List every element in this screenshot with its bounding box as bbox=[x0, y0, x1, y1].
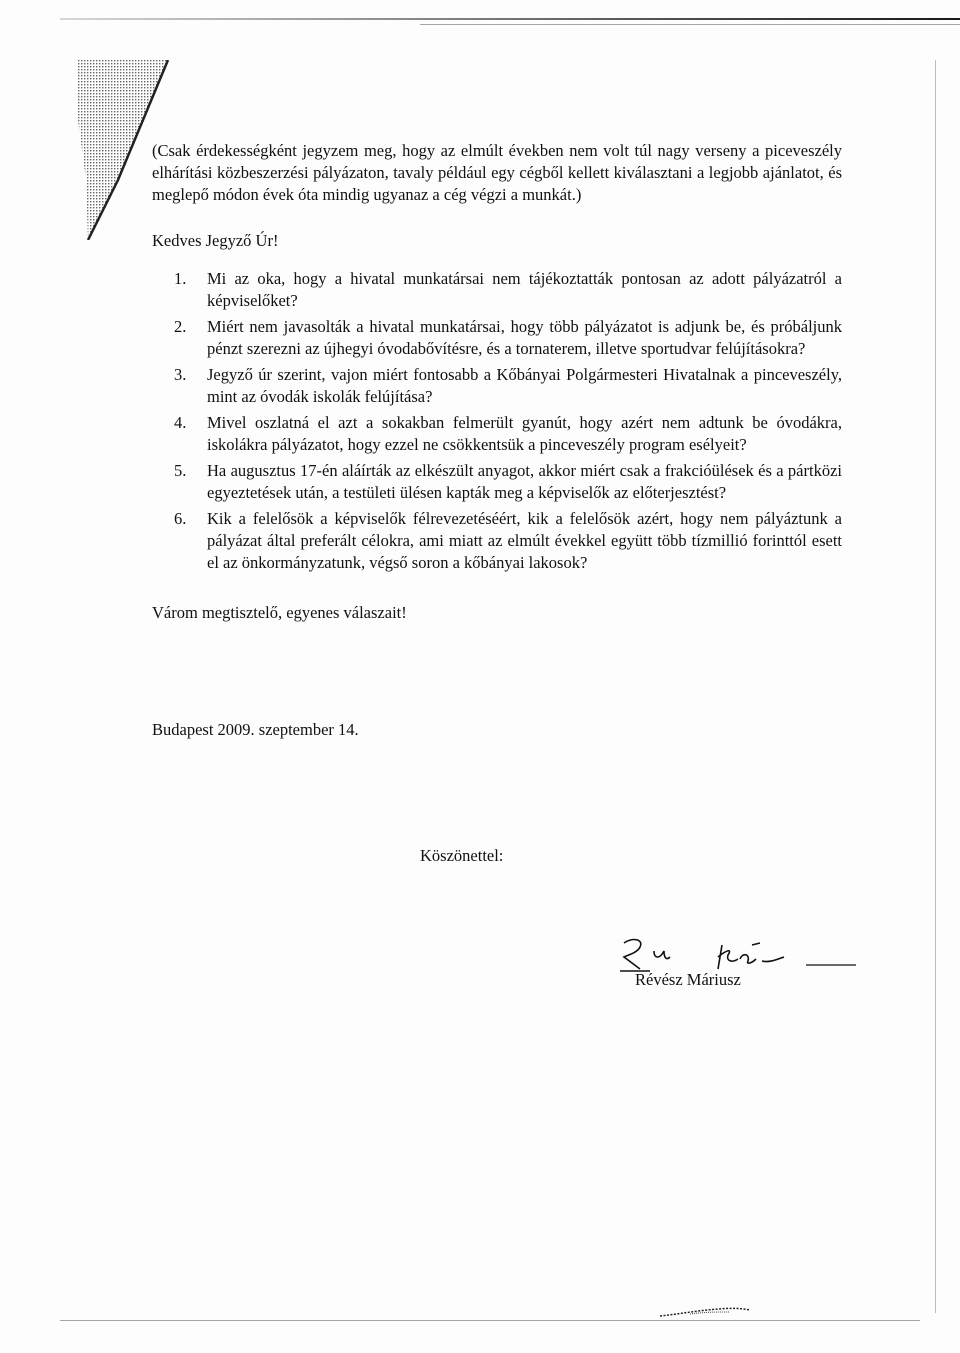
question-item bbox=[152, 508, 842, 574]
scan-edge-top-secondary bbox=[420, 24, 960, 25]
question-text: Mivel oszlatná el azt a sokakban felmerült gyanút, hogy azért nem adtunk be óvodákra, iskolákra pályázatot, hogy ezzel ne csökkentsük a pinceveszély program esélyeit? bbox=[207, 413, 842, 454]
place-date: Budapest 2009. szeptember 14. bbox=[152, 720, 359, 739]
question-item bbox=[152, 460, 842, 504]
question-number: 6. bbox=[174, 509, 187, 528]
scan-edge-bottom bbox=[60, 1320, 920, 1321]
question-item bbox=[152, 268, 842, 312]
question-number: 5. bbox=[174, 461, 187, 480]
question-text: Miért nem javasolták a hivatal munkatársai, hogy több pályázatot is adjunk be, és próbáljunk pénzt szerezni az újhegyi óvodabővítésre, és a tornaterem, illetve sportudvar felújításokra? bbox=[207, 317, 842, 358]
signer-name: Révész Máriusz bbox=[635, 970, 741, 989]
greeting: Kedves Jegyző Úr! bbox=[152, 231, 279, 250]
thanks-line: Köszönettel: bbox=[420, 846, 504, 865]
closing-line: Várom megtisztelő, egyenes válaszait! bbox=[152, 603, 407, 622]
scan-smudge bbox=[660, 1304, 750, 1318]
handwritten-signature bbox=[610, 935, 860, 975]
scan-edge-right bbox=[935, 60, 936, 1313]
question-text: Jegyző úr szerint, vajon miért fontosabb a Kőbányai Polgármesteri Hivatalnak a pinceveszély, mint az óvodák iskolák felújítása? bbox=[207, 365, 842, 406]
question-item bbox=[152, 364, 842, 408]
question-number: 2. bbox=[174, 317, 187, 336]
letter-body bbox=[152, 140, 842, 624]
question-text: Mi az oka, hogy a hivatal munkatársai nem tájékoztatták pontosan az adott pályázatról a képviselőket? bbox=[207, 269, 842, 310]
question-text: Ha augusztus 17-én aláírták az elkészült anyagot, akkor miért csak a frakcióülések és a pártközi egyeztetések után, a testületi ülésen kapták meg a képviselők az előterjesztést? bbox=[207, 461, 842, 502]
scan-edge-top bbox=[60, 18, 960, 20]
question-text: Kik a felelősök a képviselők félrevezetéséért, kik a felelősök azért, hogy nem pályáztunk a pályázat által preferált célokra, ami miatt az elmúlt évekkel együtt több tízmillió forinttól esett el az önkormányzatunk, végső soron a kőbányai lakosok? bbox=[207, 509, 842, 572]
question-number: 4. bbox=[174, 413, 187, 432]
question-item bbox=[152, 316, 842, 360]
question-number: 1. bbox=[174, 269, 187, 288]
question-item bbox=[152, 412, 842, 456]
question-number: 3. bbox=[174, 365, 187, 384]
intro-paragraph: (Csak érdekességként jegyzem meg, hogy az elmúlt években nem volt túl nagy verseny a piceveszély elhárítási közbeszerzési pályázaton, tavaly például egy cégből kellett kiválasztani a legjobb ajánlatot, és meglepő módon évek óta mindig ugyanaz a cég végzi a munkát.) bbox=[152, 141, 842, 204]
questions-list bbox=[152, 268, 842, 574]
